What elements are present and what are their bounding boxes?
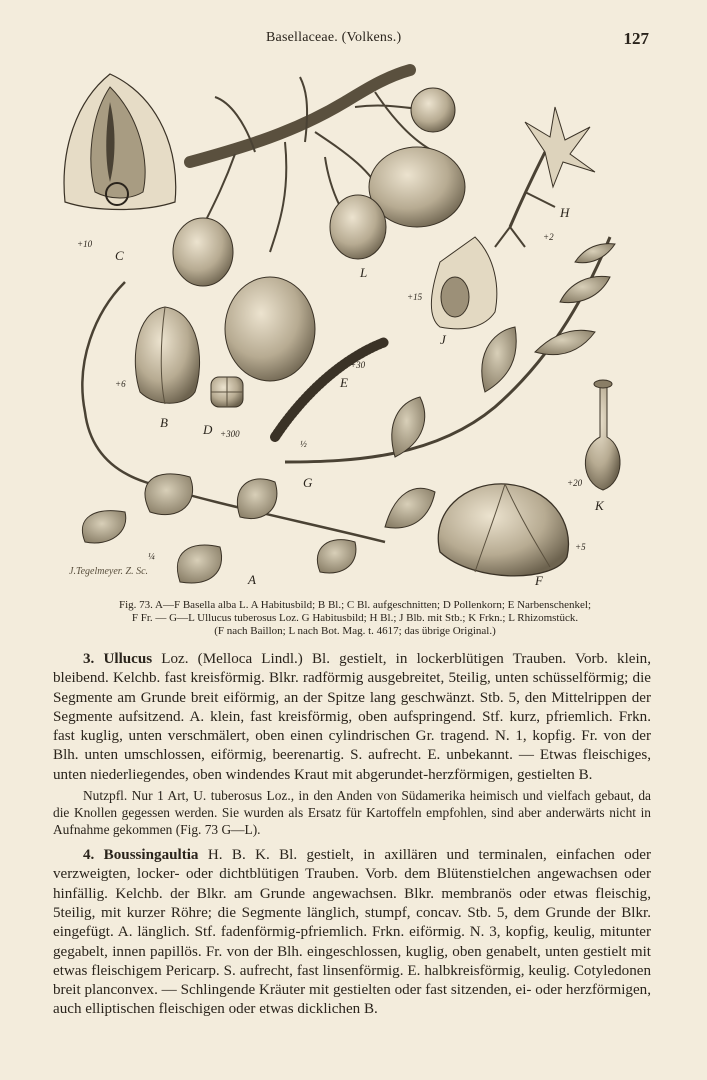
figure-d-pollen [211,377,243,407]
label-e: E [340,375,348,390]
running-head: Basellaceae. (Volkens.) [266,30,402,45]
label-c: C [115,248,124,263]
botanical-plate [55,62,655,594]
label-k: K [595,498,604,513]
caption-line-3: (F nach Baillon; L nach Bot. Mag. t. 4617; das übrige Original.) [214,625,496,637]
figure-caption [46,599,664,638]
mag-d: +300 [220,429,240,439]
label-h: H [560,205,570,220]
paragraph-boussingaultia [53,846,651,1020]
genus-ullucus: 3. Ullucus [83,651,153,667]
mag-j: +15 [407,292,423,302]
engraver-signature: J.Tegelmeyer. Z. Sc. [69,566,149,577]
paragraph-ullucus [53,650,651,785]
mag-a: ¼ [148,551,155,561]
mag-f: +5 [575,542,586,552]
body-text [53,650,651,1020]
label-b: B [160,415,168,430]
figure-l-rhizome [173,70,465,381]
figure-c-flower-section [64,74,176,210]
ullucus-description: Loz. (Melloca Lindl.) Bl. gestielt, in lockerblütigen Trauben. Vorb. klein, bleibend. Kelchb. fast kreisförmig. Blkr. radförmig ausgebreitet, 5teilig, unten schüsselförmig; die Segmente am Grunde breit eiförmig, an der Spitze lang geschwänzt. Stb. 5, den Mittelrippen der Segmente aufsitzend. A. klein, fast kreisförmig, oben aufspringend. Stf. kurz, pfriemlich. Frkn. fast kuglig, unten verschmälert, oben einen cylindrischen Gr. tragend. N. 1, kopfig. Fr. von der Blh. unten umschlossen, eiförmig, beerenartig. S. aufrecht. E. unbekannt. — Etwas fleischiges, unten niederliegendes, oben windendes Kraut mit abgerundet-herzförmigen, gestielten B. [53,651,651,783]
paragraph-nutzpfl: Nutzpfl. Nur 1 Art, U. tuberosus Loz., in den Anden von Südamerika heimisch und vielfach gebaut, da die Knollen gegessen werden. Sie wurden als Ersatz für Kartoffeln empfohlen, sind aber anderwärts nicht in Aufnahme gekommen (Fig. 73 G—L). [53,788,651,838]
figure-k-ovary [585,380,620,490]
label-g: G [303,475,313,490]
label-a: A [248,572,256,587]
figure-h-flower [495,107,595,247]
boussingaultia-description: H. B. K. Bl. gestielt, in axillären und terminalen, einfachen oder verzweigten, locker- oder dichtblütigen Trauben. Vorb. dem Blütenstielchen angewachsen oder hinfällig. Kelchb. der Blkr. am Grunde angewachsen. Blkr. membranös oder etwas fleischig, 5teilig, mit kurzer Röhre; die Segmente länglich, stumpf, concav. Stb. 5, dem Grunde der Blkr. eingefügt. A. länglich. Stf. fadenförmig-pfriemlich. Frkn. eiförmig. N. 3, kopfig, keulig, mitunter gegabelt, innen papillös. Fr. von der Blh. eingeschlossen, kuglig, oben genabelt, unten gestielt mit etwas fleischigem Pericarp. S. aufrecht, fast linsenförmig. E. halbkreisförmig, keulig. Cotyledonen breit planconvex. — Schlingende Kräuter mit gestielten oder fast sitzenden, ei- oder herzförmigen, auch elliptischen fleischigen oder etwas dicklichen B. [53,847,651,1018]
figure-f-fruit [438,484,568,576]
page-number: 127 [623,29,649,48]
label-l: L [360,265,368,280]
mag-k: +20 [567,478,583,488]
caption-line-2: F Fr. — G—L Ullucus tuberosus Loz. G Habitusbild; H Bl.; J Blb. mit Stb.; K Frkn.; L Rhizomstück. [131,612,579,624]
plate-illustration [55,62,655,594]
label-j: J [440,332,446,347]
genus-boussingaultia: 4. Boussingaultia [83,847,199,864]
mag-h: +2 [543,232,554,242]
mag-b: +6 [115,379,126,389]
label-d: D [203,422,213,437]
page-header [0,30,707,52]
figure-j-petal [431,237,496,329]
figure-b-bud [135,307,199,404]
caption-line-1: Fig. 73. A—F Basella alba L. A Habitusbild; B Bl.; C Bl. aufgeschnitten; D Pollenkorn; E Narbenschenkel; [118,599,592,611]
mag-c: +10 [77,239,93,249]
mag-g: ½ [300,439,307,449]
mag-e: +30 [350,360,366,370]
label-f: F [535,573,543,588]
